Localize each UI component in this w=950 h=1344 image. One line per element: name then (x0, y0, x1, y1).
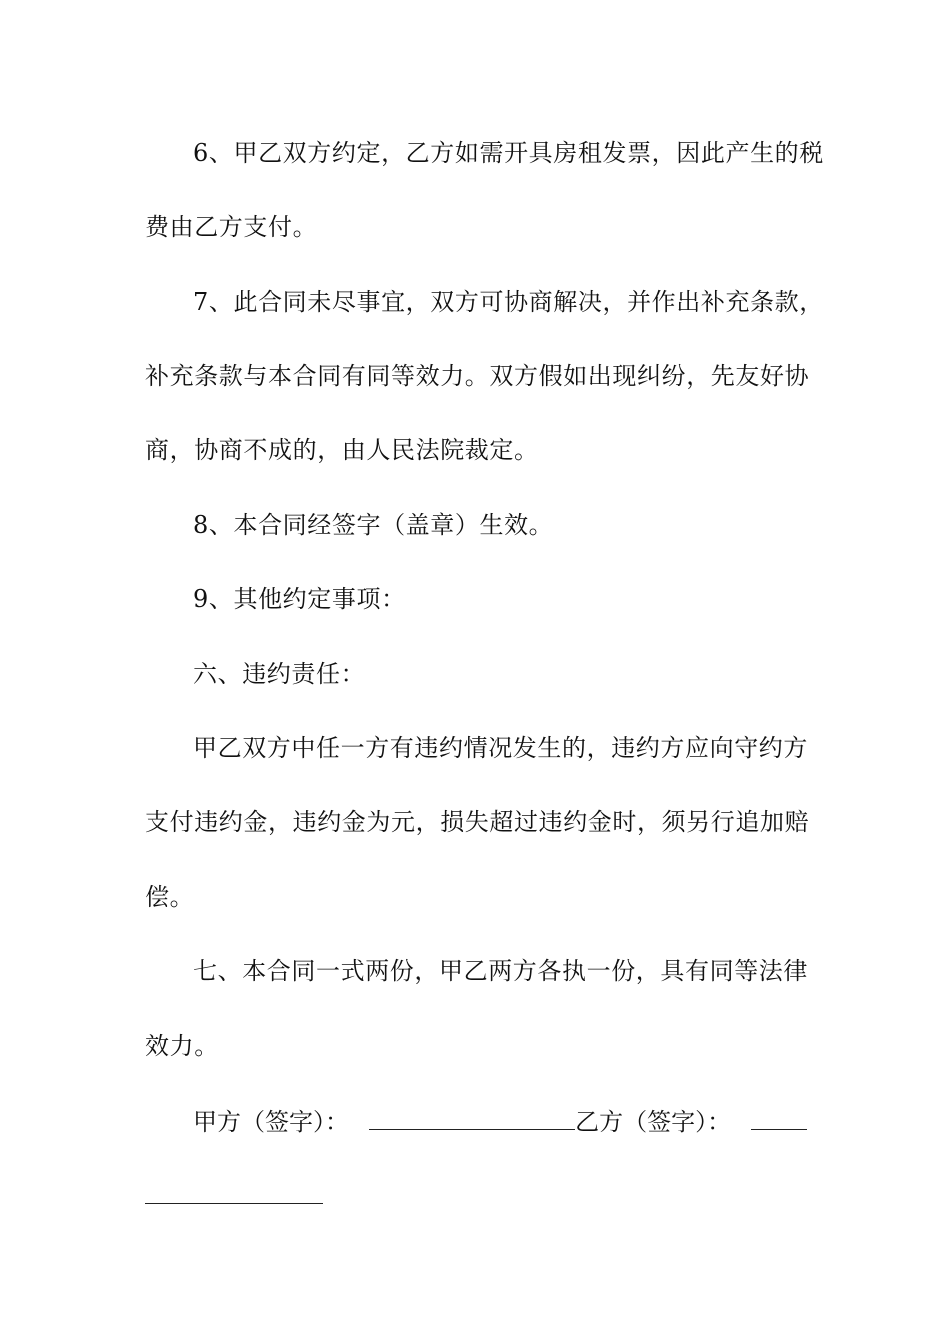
party-b-signature-label: 乙方（签字）： (575, 1108, 732, 1136)
party-b-signature-blank (751, 1107, 807, 1130)
clause-7-line-2: 补充条款与本合同有同等效力。双方假如出现纠纷，先友好协 (145, 362, 810, 390)
clause-7-line-1: 7、此合同未尽事宜，双方可协商解决，并作出补充条款， (193, 288, 824, 316)
clause-6-line-1: 6、甲乙双方约定，乙方如需开具房租发票，因此产生的税 (193, 139, 824, 167)
signature-row (193, 1106, 807, 1138)
section-7-line-2: 效力。 (145, 1032, 219, 1060)
breach-line-1: 甲乙双方中任一方有违约情况发生的，违约方应向守约方 (193, 734, 808, 762)
party-b-signature-blank-continued (145, 1203, 323, 1204)
breach-line-2: 支付违约金，违约金为元，损失超过违约金时，须另行追加赔 (145, 808, 810, 836)
clause-9: 9、其他约定事项： (193, 585, 406, 613)
party-a-signature-label: 甲方（签字）： (193, 1108, 349, 1136)
clause-8: 8、本合同经签字（盖章）生效。 (193, 511, 554, 539)
section-6-heading: 六、违约责任： (193, 660, 366, 688)
breach-line-3: 偿。 (145, 883, 195, 911)
clause-6-line-2: 费由乙方支付。 (145, 213, 318, 241)
section-7-line-1: 七、本合同一式两份，甲乙两方各执一份，具有同等法律 (193, 957, 808, 985)
party-a-signature-blank (369, 1107, 575, 1130)
clause-7-line-3: 商，协商不成的，由人民法院裁定。 (145, 436, 539, 464)
